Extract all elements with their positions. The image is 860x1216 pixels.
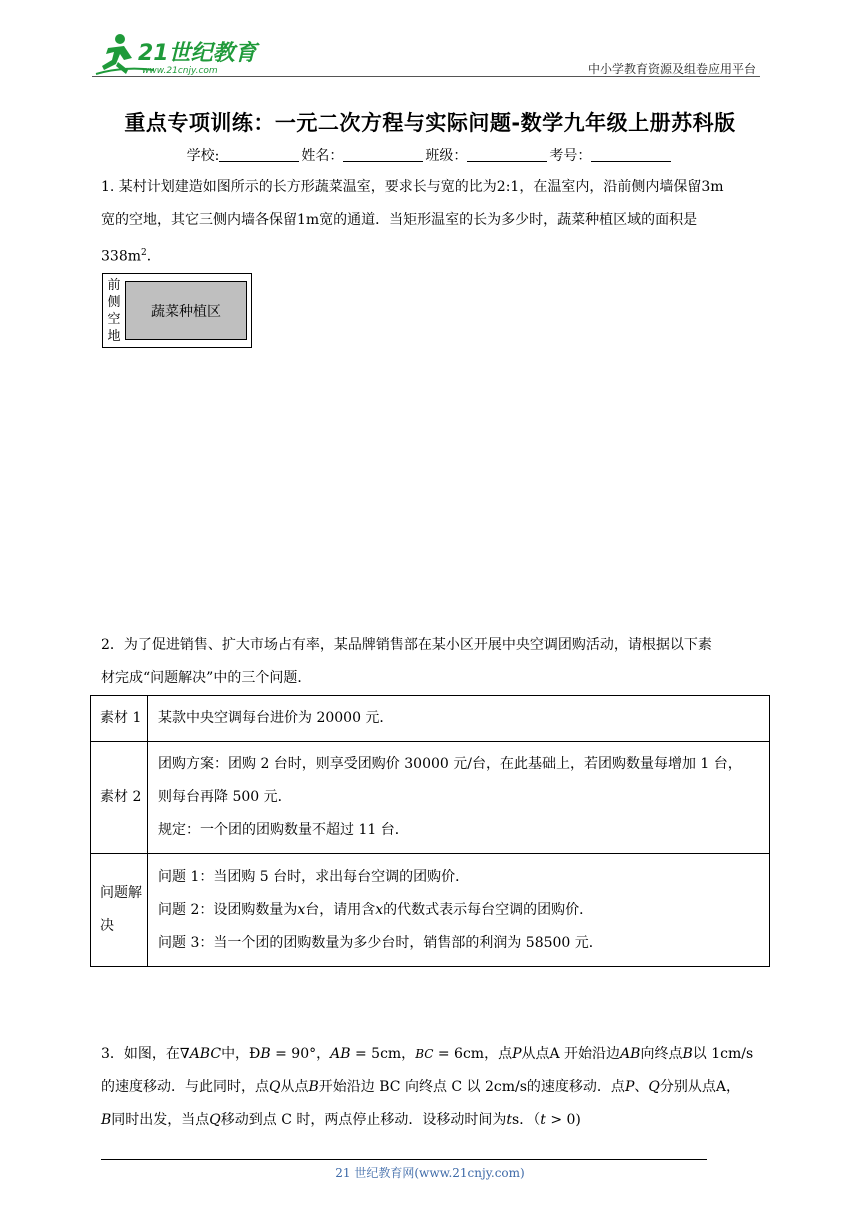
material-1-label: 素材 1 xyxy=(91,696,148,742)
problem-1: 问题 1：当团购 5 台时，求出每台空调的团购价． xyxy=(158,868,470,885)
name-blank[interactable] xyxy=(343,149,423,162)
question-1-line-2: 宽的空地，其它三侧内墙各保留1m宽的通道．当矩形温室的长为多少时，蔬菜种植区域的面积是 xyxy=(101,212,698,228)
question-3 xyxy=(101,1038,773,1137)
svg-text:www.21cnjy.com: www.21cnjy.com xyxy=(142,66,218,76)
material-table xyxy=(90,695,770,967)
material-2-content xyxy=(148,742,770,854)
table-row xyxy=(91,742,770,854)
page-title: 重点专项训练：一元二次方程与实际问题-数学九年级上册苏科版 xyxy=(124,111,736,135)
problem-solving-label: 问题解决 xyxy=(91,854,148,967)
front-space-label: 前 侧 空 地 xyxy=(107,278,121,344)
school-blank[interactable] xyxy=(219,149,299,162)
number-blank[interactable] xyxy=(591,149,671,162)
planting-area xyxy=(125,281,247,340)
number-label: 考号： xyxy=(549,148,592,164)
problem-3: 问题 3：当一个团的团购数量为多少台时，销售部的利润为 58500 元． xyxy=(158,934,603,951)
greenhouse-figure xyxy=(102,273,252,348)
table-row xyxy=(91,854,770,967)
class-label: 班级： xyxy=(425,148,468,164)
site-logo xyxy=(94,30,264,80)
school-label: 学校: xyxy=(186,148,220,164)
name-label: 姓名： xyxy=(301,148,344,164)
class-blank[interactable] xyxy=(467,149,547,162)
runner-logo-icon xyxy=(94,30,264,80)
problem-solving-content xyxy=(148,854,770,967)
table-row xyxy=(91,696,770,742)
question-3-line-1: 3．如图，在∇ABC中，ÐB = 90°，AB = 5cm，BC = 6cm，点P从点A 开始沿边AB向终点B以 1cm/s xyxy=(101,1046,754,1062)
material-2-line-2: 则每台再降 500 元． xyxy=(158,789,292,805)
question-1 xyxy=(101,171,773,274)
planting-area-label: 蔬菜种植区 xyxy=(151,303,221,320)
svg-text:21世纪教育: 21世纪教育 xyxy=(138,41,257,66)
question-2-line-2: 材完成“问题解决”中的三个问题． xyxy=(101,670,312,686)
header-divider xyxy=(92,76,760,77)
question-1-line-3: $338m^2$． xyxy=(101,248,161,265)
question-2-line-1: 2．为了促进销售、扩大市场占有率，某品牌销售部在某小区开展中央空调团购活动，请根据以下素 xyxy=(101,637,712,653)
platform-name: 中小学教育资源及组卷应用平台 xyxy=(587,62,756,76)
footer-divider xyxy=(101,1159,707,1160)
question-3-line-3: B同时出发，当点Q移动到点 C 时，两点停止移动．设移动时间为ts．（t > 0) xyxy=(101,1112,581,1128)
question-2 xyxy=(101,629,773,695)
material-2-label: 素材 2 xyxy=(91,742,148,854)
material-2-line-3: 规定：一个团的团购数量不超过 11 台． xyxy=(158,822,409,838)
student-info-line xyxy=(0,145,860,165)
question-3-line-2: 的速度移动．与此同时，点Q从点B开始沿边 BC 向终点 C 以 2cm/s的速度移动．点P、Q分别从点A， xyxy=(101,1079,740,1095)
material-1-content: 某款中央空调每台进价为 20000 元． xyxy=(148,696,770,742)
problem-2: 问题 2：设团购数量为x台，请用含x的代数式表示每台空调的团购价． xyxy=(158,901,594,918)
question-1-line-1: 1. 某村计划建造如图所示的长方形蔬菜温室，要求长与宽的比为2:1，在温室内，沿前侧内墙保留3m xyxy=(101,179,724,195)
material-2-line-1: 团购方案：团购 2 台时，则享受团购价 30000 元/台，在此基础上，若团购数量每增加 1 台， xyxy=(158,756,742,772)
footer-text: 21 世纪教育网(www.21cnjy.com) xyxy=(335,1166,525,1180)
